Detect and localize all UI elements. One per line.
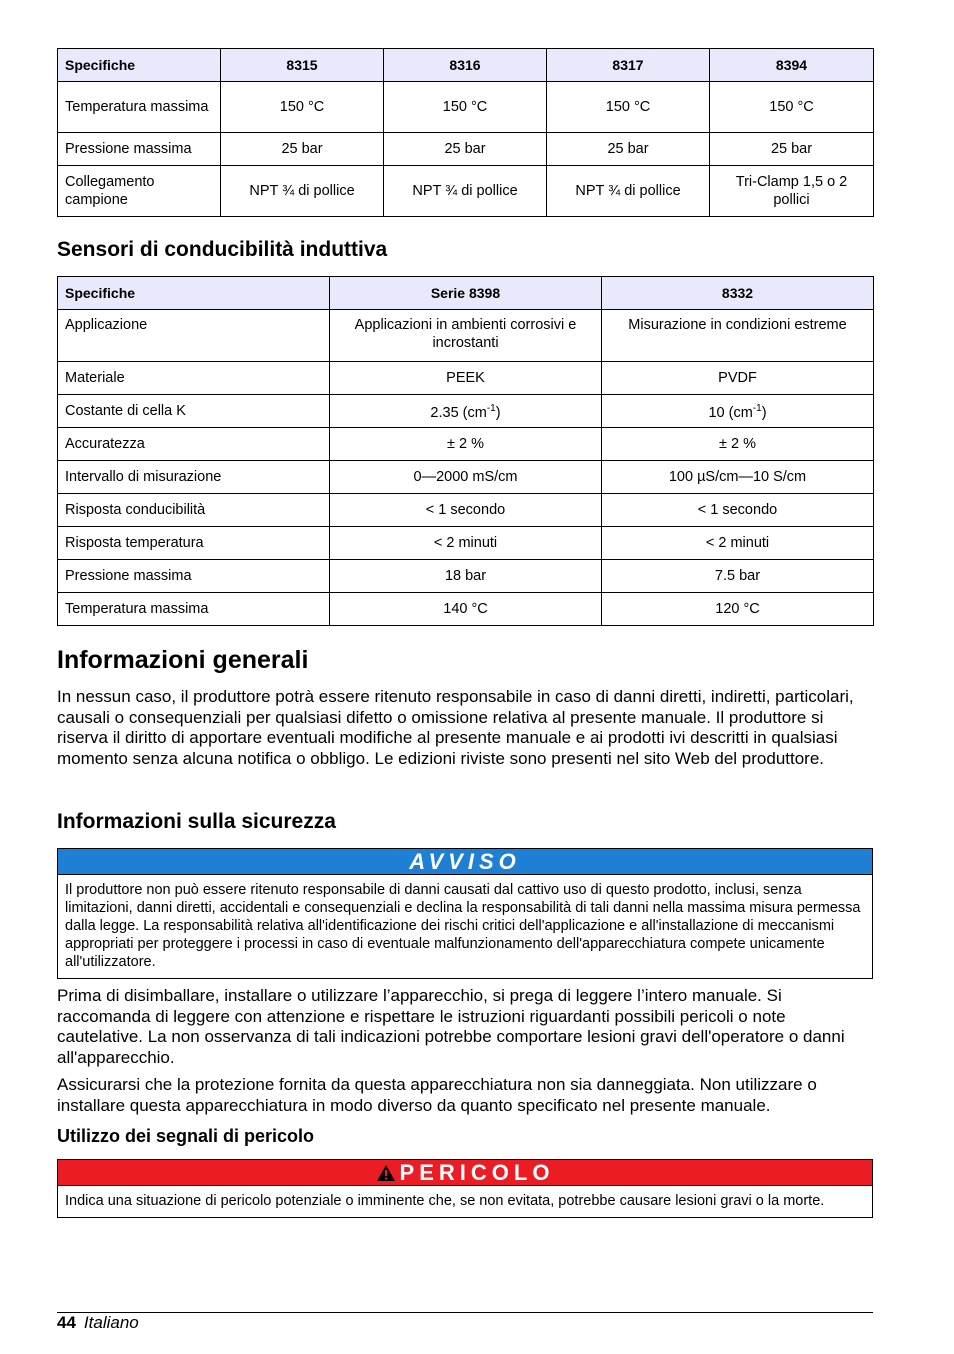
danger-label: PERICOLO [399, 1160, 555, 1185]
table-row [58, 494, 874, 527]
footer-language: Italiano [83, 1313, 139, 1332]
table-row [58, 461, 874, 494]
table-header-cell: 8316 [384, 49, 547, 82]
table-row [58, 133, 874, 166]
table-row [58, 166, 874, 217]
notice-label: AVVISO [58, 849, 872, 875]
table-cell: Pressione massima [58, 560, 330, 593]
table-cell: 120 °C [602, 593, 874, 626]
close-paren: ) [495, 404, 501, 421]
danger-bar [58, 1160, 872, 1186]
table-cell: 150 °C [710, 82, 874, 133]
footer-divider [57, 1312, 873, 1313]
table-cell: Accuratezza [58, 428, 330, 461]
table-cell: < 2 minuti [330, 527, 602, 560]
table-header-cell: 8332 [602, 277, 874, 310]
notice-box [57, 848, 873, 979]
table-cell: Costante di cella K [58, 395, 330, 428]
table-cell: < 1 secondo [330, 494, 602, 527]
table-row [58, 362, 874, 395]
table-cell: 7.5 bar [602, 560, 874, 593]
notice-text: Il produttore non può essere ritenuto responsabile di danni causati dal cattivo uso di questo prodotto, inclusi, senza limitazioni, danni diretti, accidentali e consequenziali e declina la responsabilità di tali danni nella massima misura permessa dalla legge. La responsabilità relativa all'identificazione dei rischi critici dell'applicazione e all'installazione di meccanismi appropriati per proteggere i processi in caso di eventuale malfunzionamento dell'apparecchiatura compete unicamente all'utilizzatore. [65, 882, 861, 970]
table-cell: Misurazione in condizioni estreme [602, 310, 874, 362]
specs-table-contacting [57, 48, 874, 217]
table-header-cell: Specifiche [58, 277, 330, 310]
table-cell: Materiale [58, 362, 330, 395]
close-paren: ) [761, 404, 767, 421]
specs-table-inductive [57, 276, 874, 626]
table-cell: ± 2 % [602, 428, 874, 461]
table-row [58, 527, 874, 560]
section-heading-general: Informazioni generali [57, 646, 309, 674]
table-cell: 150 °C [547, 82, 710, 133]
table-cell: 25 bar [710, 133, 874, 166]
table-header-cell: 8315 [221, 49, 384, 82]
warning-triangle-icon [376, 1164, 396, 1182]
table-cell: ± 2 % [330, 428, 602, 461]
table-cell: < 1 secondo [602, 494, 874, 527]
table-cell: 25 bar [547, 133, 710, 166]
page-number: 44 [57, 1313, 76, 1332]
table-cell: 18 bar [330, 560, 602, 593]
table-cell: NPT ¾ di pollice [384, 166, 547, 217]
table-row [58, 395, 874, 428]
section-heading-safety: Informazioni sulla sicurezza [57, 810, 336, 833]
table-cell: PVDF [602, 362, 874, 395]
table-header-row [58, 49, 874, 82]
table-cell: 140 °C [330, 593, 602, 626]
safety-paragraph-1: Prima di disimballare, installare o utilizzare l’apparecchio, si prega di leggere l’intero manuale. Si raccomanda di leggere con attenzione e rispettare le istruzioni riguardanti possibili pericoli o note cautelative. La non osservanza di tali indicazioni potrebbe comportare lesioni gravi dell'operatore o danni all'apparecchio. [57, 986, 845, 1067]
table-cell [330, 395, 602, 428]
table-cell: Risposta conducibilità [58, 494, 330, 527]
table-cell: NPT ¾ di pollice [221, 166, 384, 217]
table-cell: 25 bar [221, 133, 384, 166]
table-cell: Risposta temperatura [58, 527, 330, 560]
table-cell: Applicazione [58, 310, 330, 362]
table-cell: 25 bar [384, 133, 547, 166]
table-cell: NPT ¾ di pollice [547, 166, 710, 217]
general-paragraph: In nessun caso, il produttore potrà essere ritenuto responsabile in caso di danni diretti, indiretti, particolari, causali o consequenziali per qualsiasi difetto o omissione relativa al presente manuale. Il produttore si riserva il diritto di apportare eventuali modifiche al presente manuale e ai prodotti ivi descritti in qualsiasi momento senza alcuna notifica o obbligo. Le edizioni riviste sono presenti nel sito Web del produttore. [57, 687, 854, 768]
table-cell: 0—2000 mS/cm [330, 461, 602, 494]
cell-constant-value: 2.35 (cm [430, 404, 487, 421]
table-cell: < 2 minuti [602, 527, 874, 560]
table-row [58, 428, 874, 461]
table-row [58, 310, 874, 362]
footer [57, 1313, 139, 1333]
table-cell: Temperatura massima [58, 82, 221, 133]
table-header-cell: 8317 [547, 49, 710, 82]
superscript-exponent: -1 [486, 403, 496, 415]
table-cell: Pressione massima [58, 133, 221, 166]
table-header-row [58, 277, 874, 310]
table-header-cell: Specifiche [58, 49, 221, 82]
table-cell: Temperatura massima [58, 593, 330, 626]
table-cell [602, 395, 874, 428]
section-heading-inductive: Sensori di conducibilità induttiva [57, 238, 388, 261]
table-header-cell: 8394 [710, 49, 874, 82]
table-cell: Collegamento campione [58, 166, 221, 217]
table-cell: Tri-Clamp 1,5 o 2 pollici [710, 166, 874, 217]
safety-paragraph-2: Assicurarsi che la protezione fornita da questa apparecchiatura non sia danneggiata. Non utilizzare o installare questa apparecchiatura in modo diverso da quanto specificato nel presente manuale. [57, 1075, 817, 1115]
cell-constant-value: 10 (cm [708, 404, 753, 421]
danger-box [57, 1159, 873, 1218]
table-row [58, 593, 874, 626]
table-cell: 150 °C [221, 82, 384, 133]
table-cell: Applicazioni in ambienti corrosivi e incrostanti [330, 310, 602, 362]
table-header-cell: Serie 8398 [330, 277, 602, 310]
table-cell: Intervallo di misurazione [58, 461, 330, 494]
hazard-heading: Utilizzo dei segnali di pericolo [57, 1126, 315, 1146]
table-cell: 100 µS/cm—10 S/cm [602, 461, 874, 494]
table-cell: PEEK [330, 362, 602, 395]
superscript-exponent: -1 [752, 403, 762, 415]
danger-text: Indica una situazione di pericolo potenziale o imminente che, se non evitata, potrebbe causare lesioni gravi o la morte. [65, 1193, 825, 1209]
table-row [58, 560, 874, 593]
table-row [58, 82, 874, 133]
table-cell: 150 °C [384, 82, 547, 133]
